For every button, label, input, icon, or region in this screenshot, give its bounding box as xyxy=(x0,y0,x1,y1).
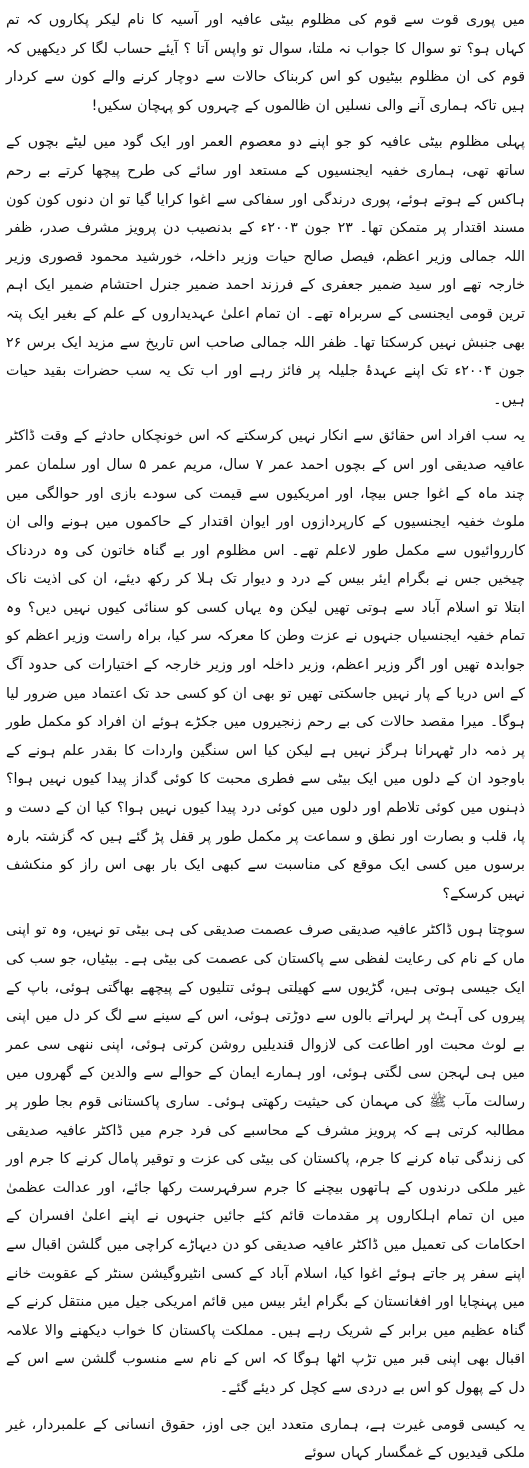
article-paragraph-1: میں پوری قوت سے قوم کی مظلوم بیٹی عافیہ اور آسیہ کا نام لیکر پکاروں کہ تم کہاں ہو؟ تو سوال کا جواب نہ ملتا، سوال تو واپس آتا ؟ آیئے حساب لگا کر دیکھیں کہ قوم کی ان مظلوم بیٹیوں کو اس کربناک حالات سے دوچار کرنے والے کون سے کردار ہیں تاکہ ہماری آنے والی نسلیں ان ظالموں کے چہروں کو پہچان سکیں! xyxy=(6,12,525,114)
article-paragraph-4: سوچتا ہوں ڈاکٹر عافیہ صدیقی صرف عصمت صدیقی کی ہی بیٹی تو نہیں، وہ تو اپنی ماں کے نام کی رعایت لفظی سے پاکستان کی عصمت کی بیٹی ہے۔ بیٹیاں، جو سب کی ایک جیسی ہوتی ہیں، گڑیوں سے کھیلتی ہوئی تتلیوں کے پیچھے بھاگتی ہوئی، باپ کے پیروں کی آہٹ پر لہراتے بالوں سے دوڑتی ہوئی، اس کے سینے سے لگ کر دل میں اپنی بے لوث محبت اور اطاعت کی لازوال قندیلیں روشن کرتی ہوئی، اپنی ننھی سی عمر میں ہی لہجن سی لگتی ہوئی، اور ہمارے ایمان کے حوالے سے والدین کے گھروں میں رسالت مآب ﷺ کی مہمان کی حیثیت رکھتی ہوئی۔ ساری پاکستانی قوم بجا طور پر مطالبہ کرتی ہے کہ پرویز مشرف کے محاسبے کی فرد جرم میں ڈاکٹر عافیہ صدیقی کی زندگی تباہ کرنے کا جرم، پاکستان کی بیٹی کی عزت و توقیر پامال کرنے کا جرم اور غیر ملکی درندوں کے ہاتھوں بیچنے کا جرم سرفہرست رکھا جائے، اور عدالت عظمیٰ میں ان تمام اہلکاروں پر مقدمات قائم کئے جائیں جنہوں نے اپنے اعلیٰ افسران کے احکامات کی تعمیل میں ڈاکٹر عافیہ صدیقی کو دن دیہاڑے کراچی میں گلشن اقبال سے اپنے سفر پر جاتے ہوئے اغوا کیا، اسلام آباد کے کسی انٹیروگیشن سنٹر کے عقوبت خانے میں پہنچایا اور افغانستان کے بگرام ایئر بیس میں قائم امریکی جیل میں منتقل کرنے کے گناہ عظیم میں برابر کے شریک رہے ہیں۔ مملکت پاکستان کا خواب دیکھنے والا علامہ اقبال بھی اپنی قبر میں تڑپ اٹھا ہوگا کہ اس کے نام سے منسوب گلشن سے اس کے دل کے پھول کو اس بے دردی سے کچل کر دیئے گئے۔ xyxy=(6,922,525,1396)
article-paragraph-3: یہ سب افراد اس حقائق سے انکار نہیں کرسکتے کہ اس خونچکاں حادثے کے وقت ڈاکٹر عافیہ صدیقی اور اس کے بچوں احمد عمر ۷ سال، مریم عمر ۵ سال اور سلمان عمر چند ماہ کے اغوا جس بیچا، اور امریکیوں سے قیمت کی سودے بازی اور حوالگی میں ملوث خفیہ ایجنسیوں کے کارپردازوں اور ایوان اقتدار کے حاکموں میں ہونے والی ان کارروائیوں سے مکمل طور لاعلم تھے۔ اس مظلوم اور بے گناہ خاتون کی وہ دردناک چیخیں جس نے بگرام ایئر بیس کے درد و دیوار تک ہلا کر رکھ دیئے، ان کی اذیت ناک ابتلا تو اسلام آباد سے ہوتی تھیں لیکن وہ یہاں کسی کو سنائی کیوں نہیں دیں؟ وہ تمام خفیہ ایجنسیاں جنہوں نے عزت وطن کا معرکہ سر کیا، براہ راست وزیر اعظم کو جوابدہ تھیں اور اگر وزیر اعظم، وزیر داخلہ اور وزیر خارجہ کے اختیارات کی حدود آگ کے اس دریا کے پار نہیں جاسکتی تھیں تو بھی ان کو کسی حد تک اعتماد میں ضرور لیا ہوگا۔ میرا مقصد حالات کی بے رحم زنجیروں میں جکڑے ہوئے ان افراد کو مکمل طور پر ذمہ دار ٹھہرانا ہرگز نہیں ہے لیکن کیا اس سنگین واردات کا بقدر علم ہونے کے باوجود ان کے دلوں میں ایک بیٹی سے فطری محبت کا کوئی گداز پیدا کیوں نہیں ہوا؟ ذہنوں میں کوئی تلاطم اور دلوں میں کوئی درد پیدا کیوں نہیں ہوا؟ کیا ان کے دست و پا، قلب و بصارت اور نطق و سماعت پر مکمل طور پر قفل پڑ گئے ہیں کہ گزشتہ بارہ برسوں میں کسی ایک موقع کی مناسبت سے کبھی ایک بار بھی اس راز کو منکشف نہیں کرسکے؟ xyxy=(6,428,525,902)
article-paragraph-2: پہلی مظلوم بیٹی عافیہ کو جو اپنے دو معصوم العمر اور ایک گود میں لیٹے بچوں کے ساتھ تھی، ہماری خفیہ ایجنسیوں کے مستعد اور سائے کی طرح پیچھا کرتے بے رحم ہاکس کے ہوتے ہوئے، پوری درندگی اور سفاکی سے اغوا کرایا گیا تو ان دنوں کون کون مسند اقتدار پر متمکن تھا۔ ۲۳ جون ۲۰۰۳ء کے بدنصیب دن پرویز مشرف صدر، ظفر اللہ جمالی وزیر اعظم، فیصل صالح حیات وزیر داخلہ، خورشید محمود قصوری وزیر خارجہ تھے اور سید ضمیر جعفری کے فرزند احمد ضمیر جنرل احتشام ضمیر ایک اہم ترین قومی ایجنسی کے سربراہ تھے۔ ان تمام اعلیٰ عہدیداروں کے علم کے بغیر ایک پتہ بھی جنبش نہیں کرسکتا تھا۔ ظفر اللہ جمالی صاحب اس تاریخ سے مزید ایک برس ۲۶ جون ۲۰۰۴ء تک اپنے عہدۂ جلیلہ پر فائز رہے اور اب تک یہ سب حضرات بقید حیات ہیں۔ xyxy=(6,134,525,408)
article-paragraph-5: یہ کیسی قومی غیرت ہے، ہماری متعدد این جی اوز، حقوق انسانی کے علمبردار، غیر ملکی قیدیوں کے غمگسار کہاں سوئے xyxy=(6,1416,525,1462)
